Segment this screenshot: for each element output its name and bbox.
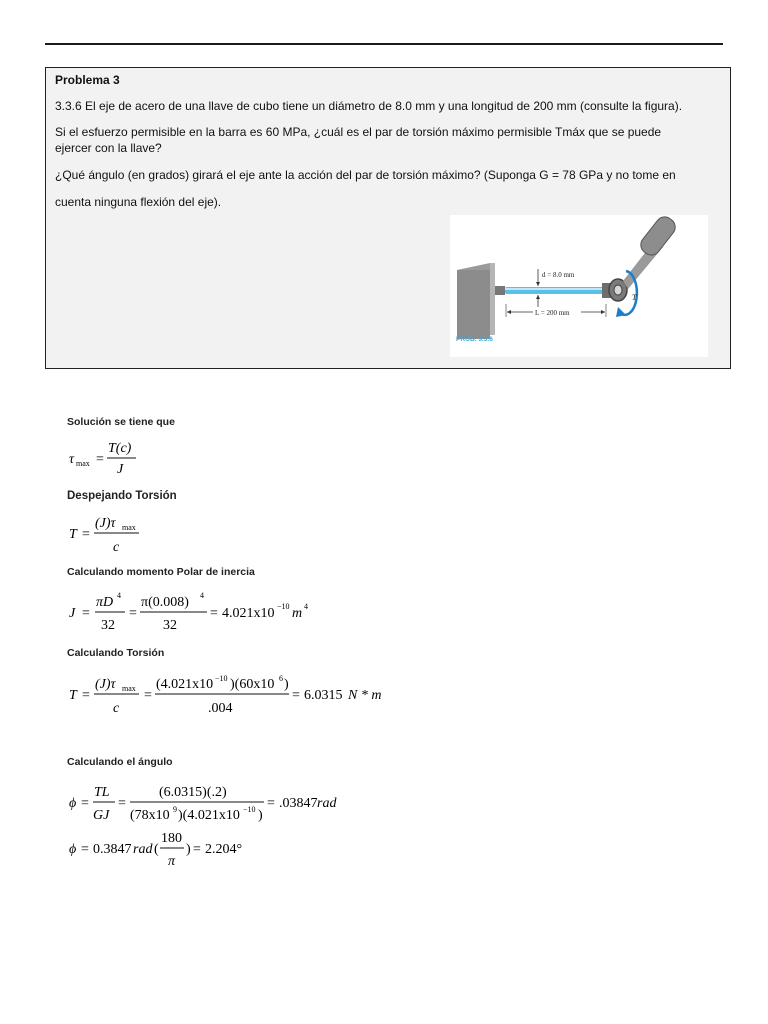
- eq6-lhs: ϕ: [69, 842, 77, 857]
- eq6-num: 180: [161, 831, 182, 846]
- equation-angle-deg: [67, 828, 307, 874]
- problem-question-line: ¿Qué ángulo (en grados) girará el eje ante la acción del par de torsión máximo? (Suponga G = 78 GPa y no tome en: [55, 168, 676, 182]
- eq5-den2b-sup: −10: [243, 805, 256, 814]
- svg-text:=: =: [82, 606, 90, 621]
- svg-text:=: =: [81, 796, 89, 811]
- length-arrowhead-right-icon: [601, 310, 605, 314]
- eq5-num2: (6.0315)(.2): [159, 785, 227, 800]
- eq5-den1: GJ: [93, 808, 110, 823]
- eq5-unit: rad: [317, 796, 337, 811]
- eq4-num2a-sup: −10: [215, 674, 228, 683]
- eq1-lhs: τ: [69, 452, 75, 467]
- wall-face: [457, 270, 490, 339]
- length-arrowhead-left-icon: [507, 310, 511, 314]
- solution-heading: Solución se tiene que: [67, 416, 175, 428]
- top-rule: [45, 43, 723, 45]
- eq3-result-sup: −10: [277, 602, 290, 611]
- eq6-pre: 0.3847: [93, 842, 132, 857]
- eq5-result: .03847: [279, 796, 318, 811]
- solution-heading: Calculando el ángulo: [67, 756, 173, 768]
- problem-statement-line: 3.3.6 El eje de acero de una llave de cubo tiene un diámetro de 8.0 mm y una longitud de 200 mm (consulte la figura).: [55, 99, 683, 113]
- problem-question-line: cuenta ninguna flexión del eje).: [55, 195, 222, 209]
- eq3-den1: 32: [101, 618, 115, 633]
- eq3-unit: m: [292, 606, 303, 621]
- solution-heading: Calculando Torsión: [67, 647, 165, 659]
- diameter-arrowhead-lower-icon: [536, 295, 540, 299]
- eq2-den: c: [113, 540, 120, 555]
- eq3-num2-sup: 4: [200, 591, 204, 600]
- equation-shear-stress: [67, 438, 187, 480]
- eq4-num2b-sup: 6: [279, 674, 283, 683]
- svg-text:=: =: [267, 796, 275, 811]
- equation-torque-solve: [67, 513, 187, 555]
- length-label: L = 200 mm: [535, 309, 570, 317]
- svg-text:=: =: [292, 688, 300, 703]
- diameter-label: d = 8.0 mm: [542, 271, 575, 279]
- solution-heading: Calculando momento Polar de inercia: [67, 566, 255, 578]
- svg-text:=: =: [81, 842, 89, 857]
- svg-text:=: =: [82, 527, 90, 542]
- svg-text:=: =: [210, 606, 218, 621]
- eq2-lhs: T: [69, 527, 77, 542]
- svg-text:=: =: [129, 606, 137, 621]
- svg-text:=: =: [82, 688, 90, 703]
- eq4-unit: N * m: [348, 688, 382, 703]
- wrench-diagram: [450, 215, 708, 357]
- figure-caption: PROB. 3.3.6: [456, 336, 493, 343]
- eq2-num: (J)τ: [95, 516, 116, 531]
- eq3-lhs: J: [69, 606, 76, 621]
- eq5-den2b: )(4.021x10: [178, 808, 240, 823]
- eq1-lhs-sub: max: [76, 459, 90, 468]
- eq3-num1-sup: 4: [117, 591, 121, 600]
- equation-angle-rad: [67, 780, 367, 826]
- shaft-highlight: [505, 288, 613, 290]
- eq3-den2: 32: [163, 618, 177, 633]
- eq3-num1: πD: [96, 595, 114, 610]
- eq6-unit: rad: [133, 842, 153, 857]
- eq4-num2b: )(60x10: [230, 677, 275, 692]
- svg-text:=: =: [144, 688, 152, 703]
- solution-heading: Despejando Torsión: [67, 490, 177, 502]
- wall-edge: [490, 263, 495, 335]
- eq4-den2: .004: [208, 701, 233, 716]
- eq6-result: 2.204°: [205, 842, 243, 857]
- bolt: [495, 286, 505, 295]
- socket-wrench-figure: [450, 215, 708, 357]
- eq3-result: 4.021x10: [222, 606, 275, 621]
- eq1-num: T(c): [108, 441, 132, 456]
- problem-statement-line: ejercer con la llave?: [55, 141, 162, 155]
- socket-hole: [614, 285, 622, 295]
- svg-text:): ): [186, 842, 191, 857]
- eq6-den: π: [168, 854, 176, 869]
- eq3-unit-sup: 4: [304, 602, 308, 611]
- handle-grip: [637, 215, 679, 259]
- problem-title: Problema 3: [55, 73, 120, 87]
- diameter-arrowhead-icon: [536, 282, 540, 286]
- eq5-den2a: (78x10: [130, 808, 170, 823]
- problem-box: [45, 67, 731, 369]
- eq4-num1-sub: max: [122, 684, 136, 693]
- eq5-den2a-sup: 9: [173, 805, 177, 814]
- problem-statement-line: Si el esfuerzo permisible en la barra es 60 MPa, ¿cuál es el par de torsión máximo permisible Tmáx que se puede: [55, 125, 662, 139]
- eq4-num1: (J)τ: [95, 677, 116, 692]
- eq4-result: 6.0315: [304, 688, 343, 703]
- eq5-den2c: ): [258, 808, 263, 823]
- eq5-lhs: ϕ: [69, 796, 77, 811]
- eq4-num2c: ): [284, 677, 289, 692]
- eq3-num2: π(0.008): [141, 595, 189, 610]
- equation-torque-value: [67, 672, 397, 718]
- svg-text:=: =: [96, 452, 104, 467]
- svg-text:(: (: [154, 842, 159, 857]
- eq5-num1: TL: [94, 785, 110, 800]
- eq4-num2a: (4.021x10: [156, 677, 214, 692]
- eq2-num-sub: max: [122, 523, 136, 532]
- torque-label: T: [632, 293, 637, 302]
- svg-text:=: =: [118, 796, 126, 811]
- eq4-lhs: T: [69, 688, 77, 703]
- eq4-den1: c: [113, 701, 120, 716]
- eq1-den: J: [117, 462, 124, 477]
- equation-polar-moment: [67, 590, 327, 636]
- svg-text:=: =: [193, 842, 201, 857]
